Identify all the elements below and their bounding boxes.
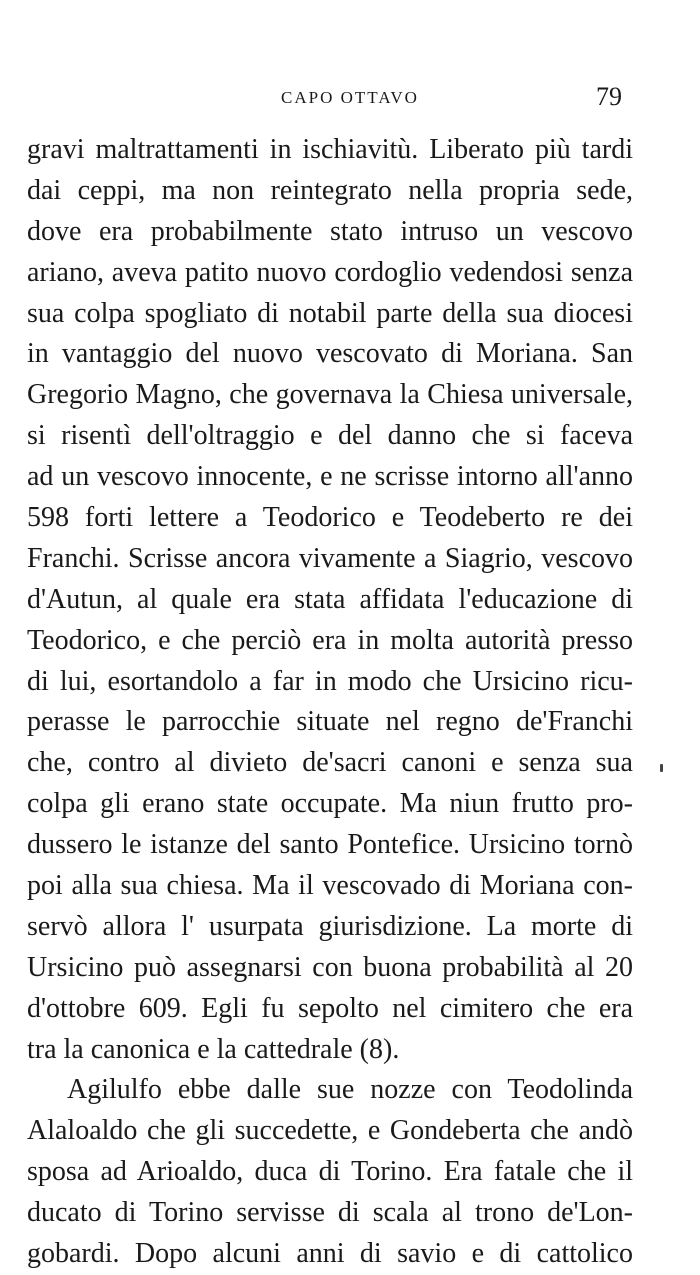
text-line: ariano, aveva patito nuovo cordoglio vedendosi senza xyxy=(27,256,633,288)
text-line: ducato di Torino servisse di scala al trono de'Lon- xyxy=(27,1197,633,1229)
text-line: perasse le parrocchie situate nel regno de'Franchi xyxy=(27,706,633,738)
margin-mark xyxy=(660,764,663,772)
text-line: sposa ad Arioaldo, duca di Torino. Era fatale che il xyxy=(27,1156,633,1188)
text-line: Gregorio Magno, che governava la Chiesa universale, xyxy=(27,379,633,411)
text-line: tra la canonica e la cattedrale (8). xyxy=(27,1033,400,1065)
text-line: servò allora l' usurpata giurisdizione. La morte di xyxy=(27,910,633,942)
text-line: in vantaggio del nuovo vescovato di Moriana. San xyxy=(27,338,633,370)
text-line: Teodorico, e che perciò era in molta autorità presso xyxy=(27,624,633,656)
text-line: sua colpa spogliato di notabil parte della sua diocesi xyxy=(27,297,633,329)
text-line: colpa gli erano state occupate. Ma niun frutto pro- xyxy=(27,788,633,820)
paragraph-start-line: Agilulfo ebbe dalle sue nozze con Teodolinda xyxy=(67,1074,633,1106)
body-text xyxy=(27,130,633,1275)
text-line: Ursicino può assegnarsi con buona probabilità al 20 xyxy=(27,951,633,983)
text-line: d'Autun, al quale era stata affidata l'educazione di xyxy=(27,583,633,615)
running-head xyxy=(0,82,700,118)
text-line: gravi maltrattamenti in ischiavitù. Liberato più tardi xyxy=(27,134,633,165)
text-line: di lui, esortandolo a far in modo che Ursicino ricu- xyxy=(27,665,633,697)
text-line: dove era probabilmente stato intruso un vescovo xyxy=(27,215,633,247)
text-line: 598 forti lettere a Teodorico e Teodeberto re dei xyxy=(27,502,633,534)
running-title: CAPO OTTAVO xyxy=(281,88,419,107)
text-line: che, contro al divieto de'sacri canoni e senza sua xyxy=(27,747,633,779)
text-line: dussero le istanze del santo Pontefice. Ursicino tornò xyxy=(27,829,633,861)
text-line: ad un vescovo innocente, e ne scrisse intorno all'anno xyxy=(27,461,633,493)
text-line: d'ottobre 609. Egli fu sepolto nel cimitero che era xyxy=(27,992,633,1024)
text-line: Alaloaldo che gli succedette, e Gondeberta che andò xyxy=(27,1115,633,1147)
text-line: poi alla sua chiesa. Ma il vescovado di Moriana con- xyxy=(27,870,633,902)
text-line: si risentì dell'oltraggio e del danno che si faceva xyxy=(27,420,633,452)
text-line: Franchi. Scrisse ancora vivamente a Siagrio, vescovo xyxy=(27,542,633,574)
page-number: 79 xyxy=(596,82,622,111)
text-line: dai ceppi, ma non reintegrato nella propria sede, xyxy=(27,174,633,206)
text-line: gobardi. Dopo alcuni anni di savio e di cattolico xyxy=(27,1238,633,1270)
